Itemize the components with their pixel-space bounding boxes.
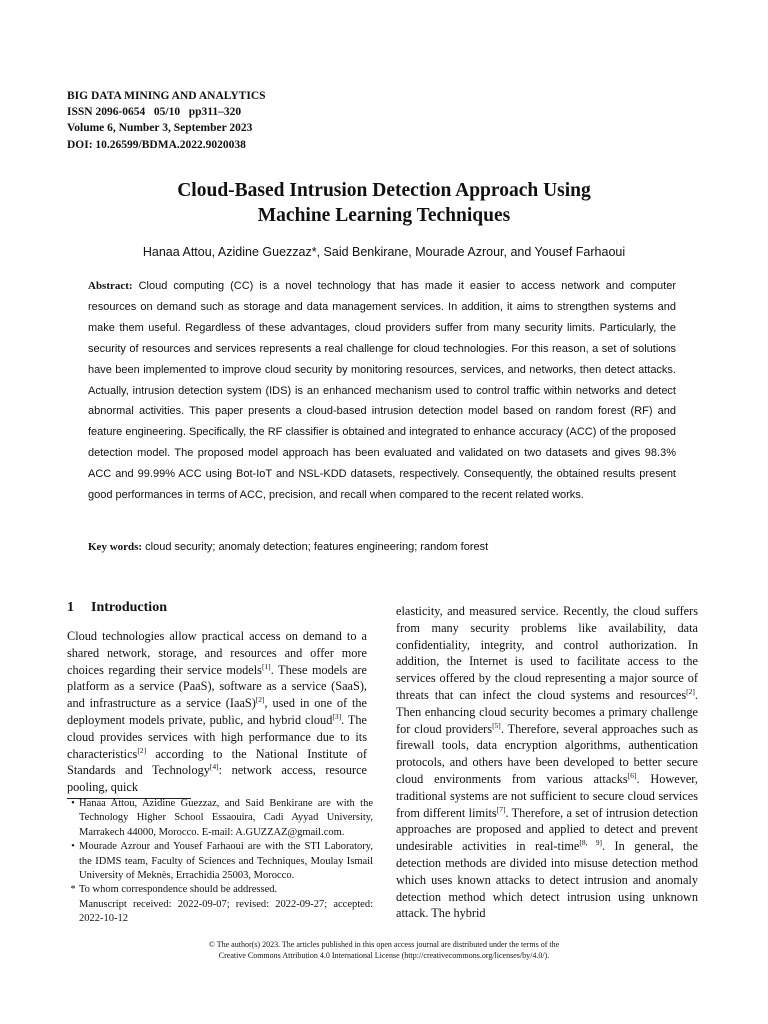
license-line-2: Creative Commons Attribution 4.0 International License (http://creativecommons.org/licenses/by/4.0/). xyxy=(218,950,550,960)
title-line-1: Cloud-Based Intrusion Detection Approach Using xyxy=(177,180,591,201)
citation[interactable]: [4] xyxy=(209,762,219,772)
footnote-affiliation-1 xyxy=(67,797,373,840)
abstract-text: Cloud computing (CC) is a novel technology that has made it easier to access network and computer resources on demand such as storage and data management services. In addition, it aims to strengthen systems and make them useful. Regardless of these advantages, cloud providers suffer from many security limits. Particularly, the security of resources and services represents a real challenge for cloud technologies. For this reason, a set of solutions have been implemented to improve cloud security by monitoring resources, services, and networks, then detect attacks. Actually, intrusion detection system (IDS) is an enhanced mechanism used to control traffic within networks and detect abnormal activities. This paper presents a cloud-based intrusion detection model based on random forest (RF) and feature engineering. Specifically, the RF classifier is obtained and integrated to enhance accuracy (ACC) of the proposed detection model. The proposed model approach has been evaluated and validated on two datasets and gives 98.3% ACC and 99.99% ACC using Bot-IoT and NSL-KDD datasets, respectively. Consequently, the obtained results present good performances in terms of ACC, precision, and recall when compared to the recent related works. xyxy=(88,280,676,502)
body-text: , used in one of the deployment models private, public, and hybrid cloud xyxy=(67,696,367,727)
citation[interactable]: [3] xyxy=(332,711,342,721)
title-line-2: Machine Learning Techniques xyxy=(257,205,511,226)
issn-line: ISSN 2096-0654 05/10 pp311–320 xyxy=(67,106,242,119)
footnotes xyxy=(67,797,373,927)
bullet-icon: • xyxy=(71,841,75,853)
body-text: : network access, resource pooling, quick xyxy=(67,763,367,795)
abstract-label: Abstract: xyxy=(88,280,133,292)
footnote-correspondence xyxy=(67,883,373,897)
body-text: . These models are platform as a service (PaaS), software as a service (SaaS), and infrastructure as a service (IaaS) xyxy=(67,662,367,711)
body-text: elasticity, and measured service. Recently, the cloud suffers from many security problems like availability, data confidentiality, integrity, and control authorization. In addition, the Internet is used to facilitate access to the services offered by the cloud representing a major source of threats that can infect the cloud systems and resources xyxy=(396,604,698,702)
citation[interactable]: [6] xyxy=(627,770,637,780)
citation[interactable]: [7] xyxy=(496,804,506,814)
keywords-text: cloud security; anomaly detection; features engineering; random forest xyxy=(145,541,489,553)
citation[interactable]: [2] xyxy=(686,686,695,696)
body-text: . However, traditional systems are not sufficient to secure cloud services from different limits xyxy=(396,771,698,820)
section-number: 1 xyxy=(67,600,74,615)
keywords xyxy=(88,541,688,553)
asterisk-icon: * xyxy=(70,884,76,896)
section-title: Introduction xyxy=(91,600,167,615)
doi-line: DOI: 10.26599/BDMA.2022.9020038 xyxy=(67,138,246,151)
manuscript-dates: Manuscript received: 2022-09-07; revised: 2022-09-27; accepted: 2022-10-12 xyxy=(79,898,373,925)
right-column-text xyxy=(396,603,698,922)
citation[interactable]: [2] xyxy=(255,695,265,705)
body-text: . Therefore, several approaches such as firewall tools, data encryption algorithms, authentication protocols, and others have been developed to better secure cloud environments from various attacks xyxy=(396,721,698,786)
paper-title xyxy=(0,178,768,228)
body-text: . The cloud provides services with high performance due to its characteristics xyxy=(67,712,368,761)
journal-name: BIG DATA MINING AND ANALYTICS xyxy=(67,90,266,102)
license-notice xyxy=(0,940,768,961)
volume-line: Volume 6, Number 3, September 2023 xyxy=(67,122,253,135)
section-heading xyxy=(67,600,167,616)
citation[interactable]: [8, 9] xyxy=(579,838,603,848)
body-text: . Therefore, a set of intrusion detection approaches are proposed and applied to detect and prevent undesirable activities in real-time xyxy=(396,805,698,854)
body-text: . In general, the detection methods are divided into misuse detection method which uses known attacks to detect intrusion and anomaly detection method which detect intrusion using unknown attack. The hybrid xyxy=(396,839,698,921)
citation[interactable]: [2] xyxy=(137,745,147,755)
author-list: Hanaa Attou, Azidine Guezzaz*, Said Benkirane, Mourade Azrour, and Yousef Farhaoui xyxy=(142,245,626,259)
bullet-icon: • xyxy=(71,798,75,809)
journal-header xyxy=(67,88,266,153)
footnote-text: Hanaa Attou, Azidine Guezzaz, and Said Benkirane are with the Technology Higher School Essaouira, Cadi Ayyad University, Marrakech 44000, Morocco. E-mail: A.GUZZAZ@gmail.com. xyxy=(79,798,373,838)
body-text: according to the National Institute of Standards and Technology xyxy=(67,746,367,778)
body-text: . Then enhancing cloud security becomes a primary challenge for cloud providers xyxy=(396,687,698,736)
body-text: Cloud technologies allow practical access on demand to a shared network, storage, and resources and offer more choices regarding their service models xyxy=(67,629,367,677)
citation[interactable]: [1] xyxy=(261,661,271,671)
keywords-label: Key words: xyxy=(88,541,143,553)
footnote-text: Mourade Azrour and Yousef Farhaoui are with the STI Laboratory, the IDMS team, Faculty of Sciences and Techniques, Moulay Ismail University of Meknès, Errachidia 25003, Morocco. xyxy=(79,841,373,882)
citation[interactable]: [5] xyxy=(492,720,501,730)
footnote-text: To whom correspondence should be addressed. xyxy=(79,884,278,896)
footnote-affiliation-2 xyxy=(67,840,373,883)
license-line-1: © The author(s) 2023. The articles published in this open access journal are distributed under the terms of the xyxy=(208,940,560,949)
left-column-text xyxy=(67,628,367,796)
abstract xyxy=(88,276,676,506)
